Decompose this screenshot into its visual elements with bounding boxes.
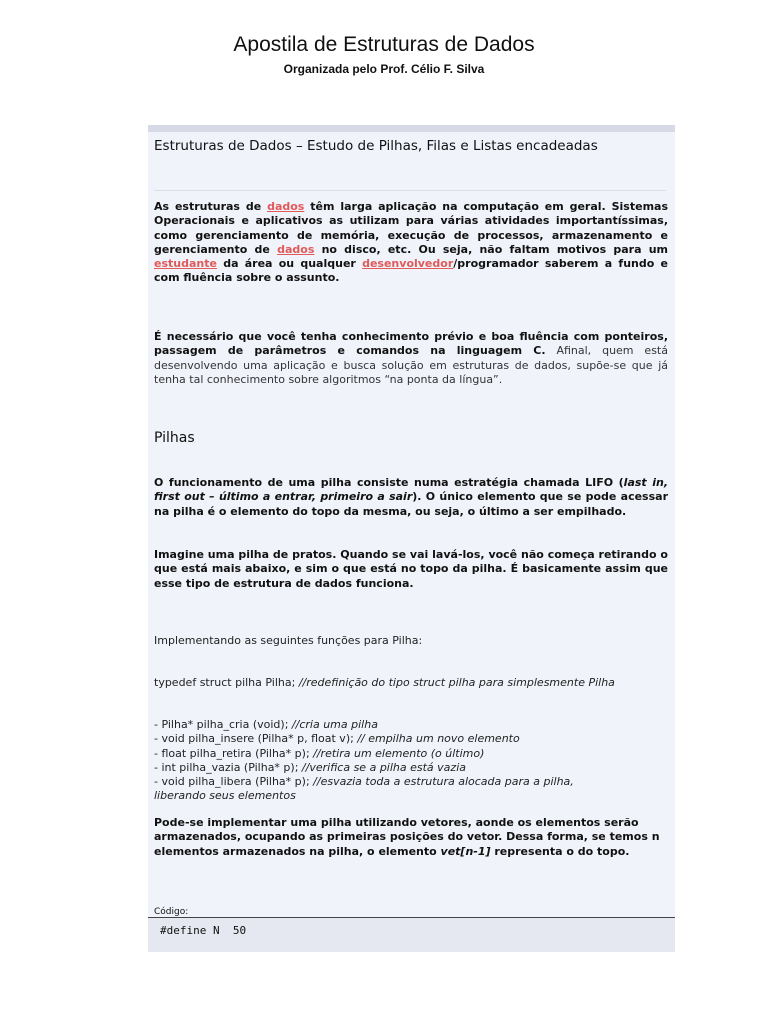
- implementation-intro: Implementando as seguintes funções para Pilha:: [154, 634, 423, 647]
- link-dados-2[interactable]: dados: [277, 242, 315, 256]
- link-dados[interactable]: dados: [267, 200, 305, 213]
- code-line: #define N 50: [160, 924, 247, 937]
- section-title: Estruturas de Dados – Estudo de Pilhas, Filas e Listas encadeadas: [154, 138, 598, 154]
- content-panel: [148, 125, 675, 952]
- pilhas-heading: Pilhas: [154, 430, 195, 446]
- function-item: liberando seus elementos: [154, 789, 296, 803]
- link-desenvolvedor[interactable]: desenvolvedor: [362, 257, 454, 271]
- link-estudante[interactable]: estudante: [154, 257, 217, 271]
- code-label: Código:: [154, 907, 189, 917]
- lifo-paragraph: O funcionamento de uma pilha consiste numa estratégia chamada LIFO (last in, first out – último a entrar, primeiro a sair). O único elemento que se pode acessar na pilha é o elemento do topo da mesma, ou seja, o último a ser empilhado.: [154, 476, 669, 518]
- function-item: - float pilha_retira (Pilha* p); //retira um elemento (o último): [154, 746, 485, 760]
- intro-paragraph: As estruturas de dados têm larga aplicação na computação em geral. Sistemas Operacionais e aplicativos as utilizam para várias atividades importantíssimas, como gerenciamento de memória, execução de processos, armazenamento e gerenciamento de dados no disco, etc. Ou seja, não faltam motivos para um estudante da área ou qualquer desenvolvedor/programador saberem a fundo e com fluência sobre o assunto.: [154, 200, 668, 285]
- function-item: - Pilha* pilha_cria (void); //cria uma pilha: [154, 718, 378, 731]
- title-divider: [154, 190, 666, 191]
- document-title: Apostila de Estruturas de Dados: [233, 33, 535, 56]
- function-item: - int pilha_vazia (Pilha* p); //verifica se a pilha está vazia: [154, 760, 466, 774]
- function-list: [154, 718, 668, 804]
- typedef-line: typedef struct pilha Pilha; //redefinição do tipo struct pilha para simplesmente Pilha: [154, 676, 615, 689]
- document-subtitle: Organizada pelo Prof. Célio F. Silva: [283, 62, 485, 76]
- vector-paragraph: Pode-se implementar uma pilha utilizando vetores, aonde os elementos serão armazenados, ocupando as primeiras posições do vetor. Dessa forma, se temos n elementos armazenados na pilha, o elemento vet[n-1] representa o do topo.: [154, 816, 660, 858]
- code-block: [148, 917, 675, 952]
- plates-paragraph: Imagine uma pilha de pratos. Quando se vai lavá-los, você não começa retirando o que está mais abaixo, e sim o que está no topo da pilha. É basicamente assim que esse tipo de estrutura de dados funciona.: [154, 548, 668, 590]
- function-item: - void pilha_libera (Pilha* p); //esvazia toda a estrutura alocada para a pilha,: [154, 775, 574, 789]
- prerequisite-paragraph: É necessário que você tenha conhecimento prévio e boa fluência com ponteiros, passagem de parâmetros e comandos na linguagem C. Afinal, quem está desenvolvendo uma aplicação e busca solução em estruturas de dados, supõe-se que já tenha tal conhecimento sobre algoritmos “na ponta da língua”.: [154, 330, 668, 386]
- function-item: - void pilha_insere (Pilha* p, float v); // empilha um novo elemento: [154, 732, 520, 746]
